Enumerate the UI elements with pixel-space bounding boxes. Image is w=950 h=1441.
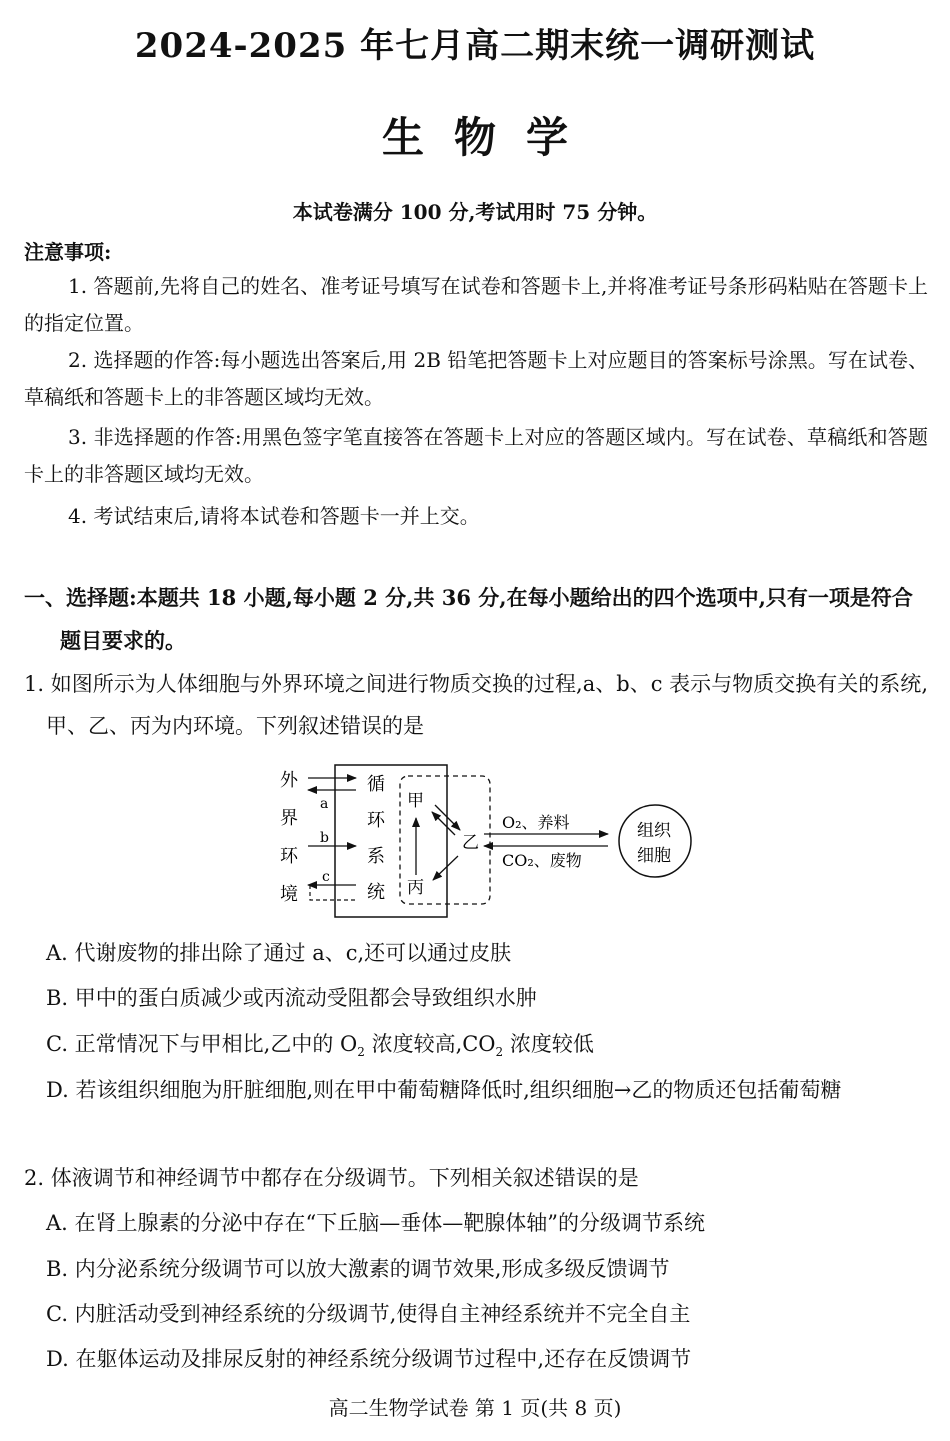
notice-item-2: 2. 选择题的作答:每小题选出答案后,用 2B 铅笔把答题卡上对应题目的答案标号涂黑。写在试卷、草稿纸和答题卡上的非答题区域均无效。 <box>24 348 928 409</box>
arrow-yi-to-bing <box>433 856 458 880</box>
cell-label-2: 细胞 <box>637 846 671 866</box>
outer-label-3: 环 <box>280 846 298 867</box>
system-label-1: 循 <box>367 774 385 795</box>
question-2-option-d: D. 在躯体运动及排尿反射的神经系统分级调节过程中,还存在反馈调节 <box>46 1347 692 1371</box>
outer-label-2: 界 <box>280 808 298 829</box>
exam-title: 2024-2025 年七月高二期末统一调研测试 <box>134 26 816 66</box>
option-c-text-3: 浓度较低 <box>503 1032 594 1056</box>
arrow-c-dash <box>310 885 356 900</box>
question-2-option-c: C. 内脏活动受到神经系统的分级调节,使得自主神经系统并不完全自主 <box>46 1302 691 1326</box>
co2-label: CO₂、废物 <box>502 851 582 870</box>
notice-item-4: 4. 考试结束后,请将本试卷和答题卡一并上交。 <box>68 504 480 528</box>
question-1-option-d: D. 若该组织细胞为肝脏细胞,则在甲中葡萄糖降低时,组织细胞→乙的物质还包括葡萄糖 <box>46 1078 842 1102</box>
tissue-cell <box>619 805 691 877</box>
option-c-text-1: C. 正常情况下与甲相比,乙中的 O <box>46 1032 358 1056</box>
arrow-a-label: a <box>320 796 329 812</box>
option-c-sub-1: 2 <box>357 1045 365 1060</box>
notice-item-1: 1. 答题前,先将自己的姓名、准考证号填写在试卷和答题卡上,并将准考证号条形码粘贴在答题卡上的指定位置。 <box>24 274 928 335</box>
arrow-b-label: b <box>320 830 329 846</box>
system-label-4: 统 <box>367 882 385 903</box>
bing-label: 丙 <box>407 878 424 898</box>
cell-label-1: 组织 <box>637 821 671 841</box>
circulatory-box <box>335 765 447 917</box>
outer-label-1: 外 <box>280 770 298 791</box>
exam-info: 本试卷满分 100 分,考试用时 75 分钟。 <box>292 200 658 224</box>
question-2-option-b: B. 内分泌系统分级调节可以放大激素的调节效果,形成多级反馈调节 <box>46 1257 670 1281</box>
notice-item-3: 3. 非选择题的作答:用黑色签字笔直接答在答题卡上对应的答题区域内。写在试卷、草稿纸和答题卡上的非答题区域均无效。 <box>24 425 928 486</box>
system-label-2: 环 <box>367 810 385 831</box>
exchange-diagram <box>270 760 700 920</box>
jia-label: 甲 <box>407 791 424 811</box>
question-1-option-b: B. 甲中的蛋白质减少或丙流动受阻都会导致组织水肿 <box>46 986 537 1010</box>
system-label-3: 系 <box>367 846 385 867</box>
arrow-c-label: c <box>322 869 330 885</box>
question-1-stem: 1. 如图所示为人体细胞与外界环境之间进行物质交换的过程,a、b、c 表示与物质交换有关的系统,甲、乙、丙为内环境。下列叙述错误的是 <box>24 672 928 738</box>
subject-title: 生物学 <box>381 113 598 162</box>
notice-heading: 注意事项: <box>24 240 112 264</box>
outer-label-4: 境 <box>280 884 298 905</box>
page-footer: 高二生物学试卷 第 1 页(共 8 页) <box>328 1396 622 1420</box>
arrow-yi-to-jia <box>432 812 455 835</box>
question-1-option-a: A. 代谢废物的排出除了通过 a、c,还可以通过皮肤 <box>46 941 512 965</box>
question-2-stem: 2. 体液调节和神经调节中都存在分级调节。下列相关叙述错误的是 <box>24 1166 639 1190</box>
o2-label: O₂、养料 <box>502 813 570 832</box>
question-1-option-c <box>46 1022 928 1074</box>
option-c-sub-2: 2 <box>495 1045 504 1060</box>
question-2-option-a: A. 在肾上腺素的分泌中存在“下丘脑—垂体—靶腺体轴”的分级调节系统 <box>46 1211 705 1235</box>
yi-label: 乙 <box>462 833 479 853</box>
option-c-text-2: 浓度较高,CO <box>364 1032 496 1056</box>
section-heading: 一、选择题:本题共 18 小题,每小题 2 分,共 36 分,在每小题给出的四个选项中,只有一项是符合题目要求的。 <box>24 585 913 653</box>
